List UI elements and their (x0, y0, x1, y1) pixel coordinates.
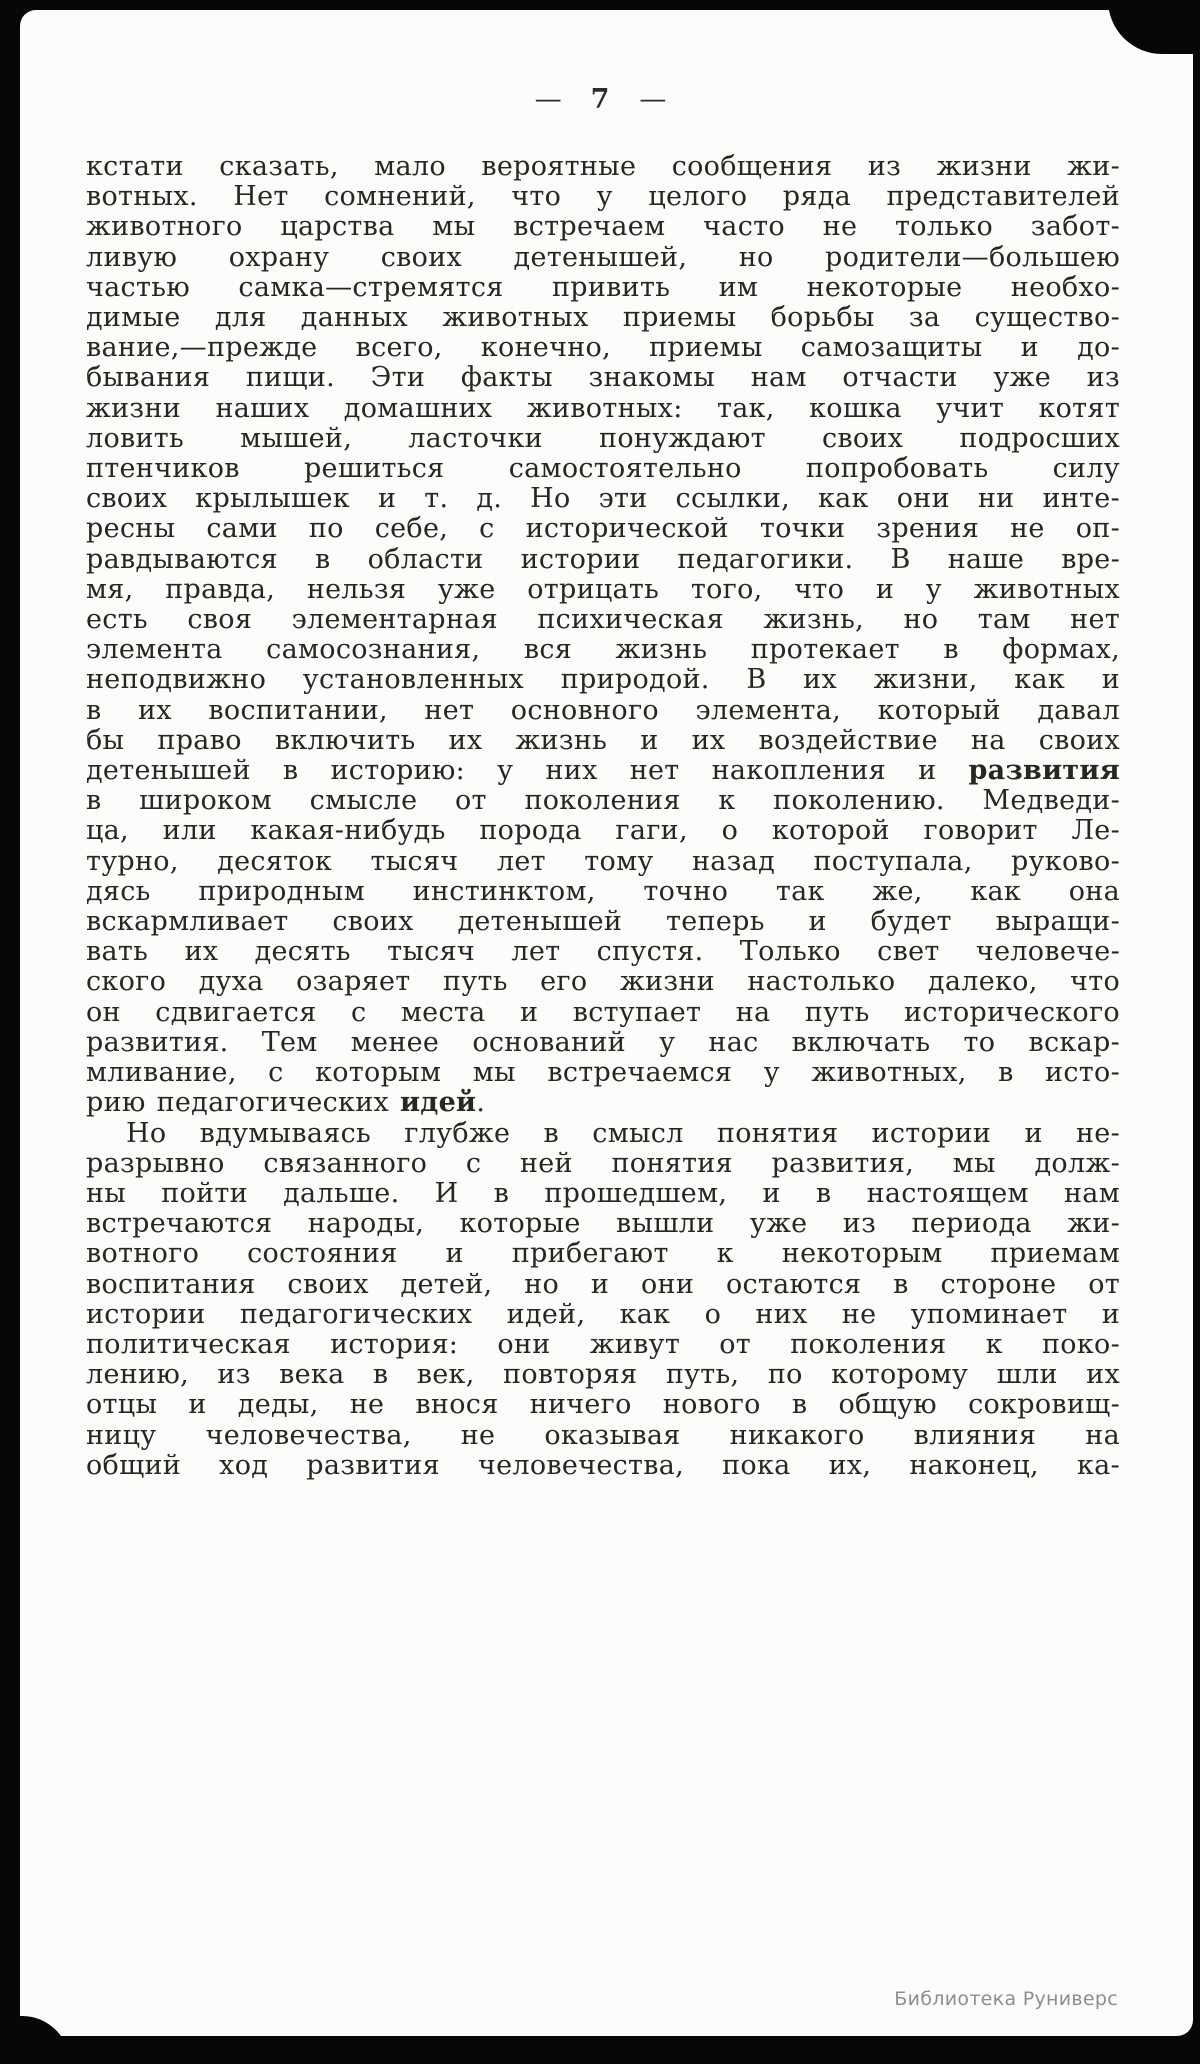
text-line (86, 756, 1120, 786)
text-line: элемента самосознания, вся жизнь протекает в формах, (86, 634, 1120, 666)
text-line: ловить мышей, ласточки понуждают своих подросших (86, 422, 1120, 454)
text-line: вскармливает своих детенышей теперь и будет выращи- (86, 906, 1120, 938)
text-line: мя, правда, нельзя уже отрицать того, что и у животных (86, 573, 1120, 605)
text-line: развития. Тем менее оснований у нас включать то вскар- (86, 1026, 1120, 1058)
text-line: дясь природным инстинктом, точно так же, как она (86, 875, 1120, 907)
text-line: встречаются народы, которые вышли уже из периода жи- (86, 1208, 1120, 1240)
text-line: кстати сказать, мало вероятные сообщения из жизни жи- (86, 151, 1120, 182)
page-text (86, 152, 1120, 1481)
text-line: политическая история: они живут от поколения к поко- (86, 1328, 1120, 1360)
text-line: разрывно связанного с ней понятия развития, мы долж- (86, 1147, 1120, 1179)
text-line: ницу человечества, не оказывая никакого влияния на (86, 1419, 1120, 1451)
text-line: вать их десять тысяч лет спустя. Только свет человече- (86, 936, 1120, 968)
text-line: животного царства мы встречаем часто не только забот- (86, 211, 1120, 243)
text-line: воспитания своих детей, но и они остаются в стороне от (86, 1268, 1120, 1300)
text-line: он сдвигается с места и вступает на путь исторического (86, 996, 1120, 1028)
text-line: в их воспитании, нет основного элемента, который давал (86, 694, 1120, 726)
page-number-dash-right: — (639, 84, 666, 115)
text-line: есть своя элементарная психическая жизнь, но там нет (86, 604, 1120, 636)
text-line: вотных. Нет сомнений, что у целого ряда представителей (86, 181, 1120, 213)
text-line: мливание, с которым мы встречаемся у животных, в исто- (86, 1057, 1120, 1089)
text-line (86, 1088, 1120, 1118)
text-line: неподвижно установленных природой. В их жизни, как и (86, 664, 1120, 696)
emphasized-word: развития (968, 755, 1120, 787)
text-line: общий ход развития человечества, пока их, наконец, ка- (86, 1449, 1120, 1481)
text-line: ливую охрану своих детенышей, но родители—большею (86, 241, 1120, 273)
text-line: истории педагогических идей, как о них не упоминает и (86, 1298, 1120, 1330)
text-line: димые для данных животных приемы борьбы за существо- (86, 302, 1120, 334)
text-segment: детенышей в историю: у них нет накопления и (86, 755, 969, 787)
page-number-value: 7 (590, 84, 610, 115)
text-segment: рию педагогических (86, 1087, 400, 1119)
emphasized-word: идей (399, 1087, 477, 1119)
text-line: равдываются в области истории педагогики. В наше вре- (86, 543, 1120, 575)
text-line: частью самка—стремятся привить им некоторые необхо- (86, 271, 1120, 303)
text-line: вание,—прежде всего, конечно, приемы самозащиты и до- (86, 332, 1120, 364)
text-line: турно, десяток тысяч лет тому назад поступала, руково- (86, 845, 1120, 877)
text-line: птенчиков решиться самостоятельно попробовать силу (86, 453, 1120, 485)
page-number-dash-left: — (534, 84, 561, 115)
text-line: ресны сами по себе, с исторической точки зрения не оп- (86, 513, 1120, 545)
text-line: в широком смысле от поколения к поколению. Медведи- (86, 785, 1120, 817)
text-segment: . (476, 1087, 486, 1119)
text-line: ского духа озаряет путь его жизни настолько далеко, что (86, 966, 1120, 998)
text-line: бы право включить их жизнь и их воздействие на своих (86, 724, 1120, 756)
text-line: ца, или какая-нибудь порода гаги, о которой говорит Ле- (86, 815, 1120, 847)
text-line: своих крылышек и т. д. Но эти ссылки, как они ни инте- (86, 483, 1120, 515)
text-line: жизни наших домашних животных: так, кошка учит котят (86, 392, 1120, 424)
library-watermark: Библиотека Руниверс (894, 1988, 1118, 2010)
text-line: лению, из века в век, повторяя путь, по которому шли их (86, 1359, 1120, 1391)
text-line: бывания пищи. Эти факты знакомы нам отчасти уже из (86, 362, 1120, 394)
page-number (0, 84, 1200, 115)
text-line: Но вдумываясь глубже в смысл понятия истории и не- (126, 1117, 1120, 1149)
text-line: ны пойти дальше. И в прошедшем, и в настоящем нам (86, 1177, 1120, 1209)
text-line: отцы и деды, не внося ничего нового в общую сокровищ- (86, 1389, 1120, 1421)
text-line: вотного состояния и прибегают к некоторым приемам (86, 1238, 1120, 1270)
